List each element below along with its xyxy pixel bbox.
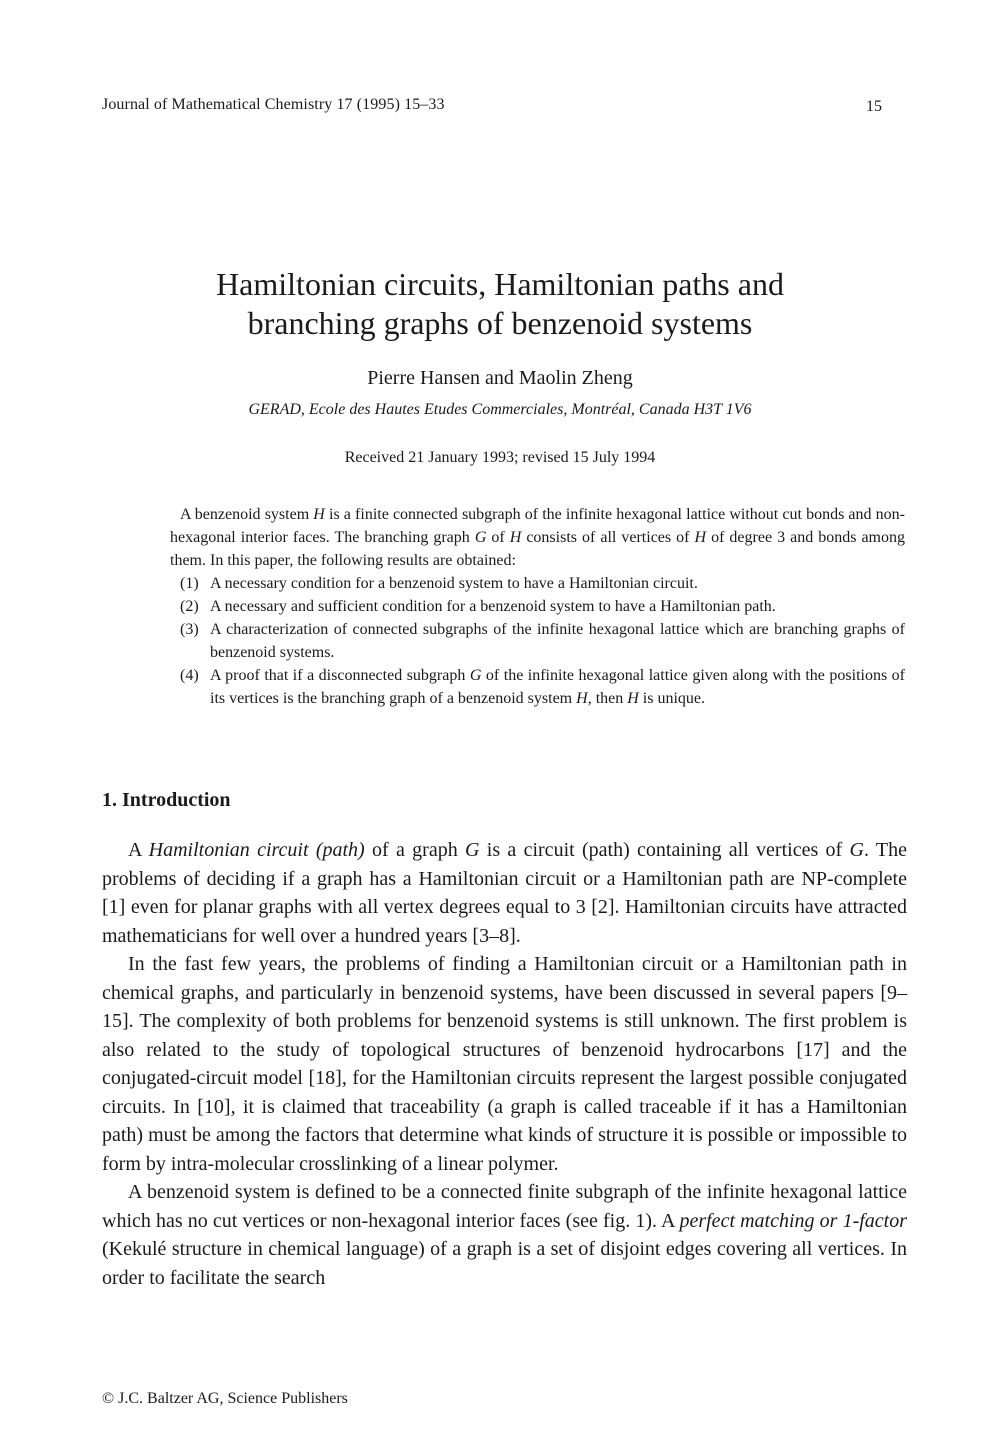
- math-var: H: [694, 529, 707, 546]
- received-date: Received 21 January 1993; revised 15 July 1994: [344, 449, 656, 466]
- results-list: [170, 572, 905, 710]
- text: . The problems of deciding if a graph has a Hamiltonian circuit or a Hamiltonian path are NP-complete [1] even for planar graphs with all vertex degrees equal to 3 [2]. Hamiltonian circuits have attracted mathematicians for well over a hundred years [3–8].: [102, 839, 908, 947]
- paragraph-2: In the fast few years, the problems of finding a Hamiltonian circuit or a Hamiltonian path in chemical graphs, and particularly in benzenoid systems, have been discussed in several papers [9–15]. The complexity of both problems for benzenoid systems is still unknown. The first problem is also related to the study of topological structures of benzenoid hydrocarbons [17] and the conjugated-circuit model [18], for the Hamiltonian circuits represent the largest possible conjugated circuits. In [10], it is claimed that traceability (a graph is called traceable if it has a Hamiltonian path) must be among the factors that determine what kinds of structure it is possible or impossible to form by intra-molecular crosslinking of a linear polymer.: [102, 953, 907, 1175]
- text: of a graph: [364, 839, 466, 861]
- abstract-intro: [170, 503, 905, 572]
- math-var: H: [627, 690, 639, 707]
- item-text: A characterization of connected subgraphs of the infinite hexagonal lattice which are branching graphs of benzenoid systems.: [210, 621, 905, 661]
- text: is a finite connected subgraph of the infinite hexagonal lattice without cut bonds and non-hexagonal interior faces. The branching graph: [170, 506, 906, 546]
- paragraph-1: [102, 836, 907, 950]
- item-text: A proof that if a disconnected subgraph: [210, 667, 470, 684]
- text: A: [128, 839, 149, 861]
- text: A benzenoid system: [180, 506, 314, 523]
- text: of: [486, 529, 510, 546]
- math-var: H: [576, 690, 588, 707]
- text: consists of all vertices of: [521, 529, 695, 546]
- text: is a circuit (path) containing all vertices of: [479, 839, 850, 861]
- paragraph-3: [102, 1178, 907, 1292]
- list-item: [170, 572, 905, 595]
- math-var: G: [849, 839, 864, 861]
- emphasis: perfect matching or 1-factor: [679, 1209, 908, 1232]
- item-text: of the infinite hexagonal lattice given along with the positions of its vertices is the branching graph of a benzenoid system: [210, 667, 906, 707]
- math-var: H: [313, 506, 325, 523]
- item-number: (1): [180, 575, 199, 592]
- list-item: [170, 618, 905, 664]
- item-text: A necessary condition for a benzenoid system to have a Hamiltonian circuit.: [210, 575, 698, 592]
- paper-title: [100, 265, 900, 343]
- math-var: G: [465, 839, 480, 861]
- title-line-2: branching graphs of benzenoid systems: [247, 305, 753, 341]
- abstract: [170, 503, 905, 710]
- text: of degree 3 and bonds among them. In this paper, the following results are obtained:: [170, 529, 906, 569]
- text: (Kekulé structure in chemical language) of a graph is a set of disjoint edges covering all vertices. In order to facilitate the search: [102, 1238, 907, 1289]
- item-number: (2): [180, 598, 199, 615]
- authors: Pierre Hansen and Maolin Zheng: [367, 367, 633, 389]
- text: A benzenoid system is defined to be a connected finite subgraph of the infinite hexagonal lattice which has no cut vertices or non-hexagonal interior faces (see fig. 1). A: [102, 1181, 907, 1232]
- item-text: is unique.: [638, 690, 706, 707]
- item-text: , then: [587, 690, 628, 707]
- math-var: H: [509, 529, 522, 546]
- emphasis: Hamiltonian circuit (path): [148, 839, 365, 861]
- page-number: 15: [866, 98, 882, 115]
- item-number: (4): [180, 667, 199, 684]
- list-item: [170, 664, 905, 710]
- math-var: G: [474, 529, 487, 546]
- list-item: [170, 595, 905, 618]
- journal-header: Journal of Mathematical Chemistry 17 (1995) 15–33: [102, 96, 445, 113]
- affiliation: GERAD, Ecole des Hautes Etudes Commerciales, Montréal, Canada H3T 1V6: [248, 401, 752, 418]
- math-var: G: [469, 667, 482, 684]
- title-line-1: Hamiltonian circuits, Hamiltonian paths and: [216, 266, 784, 302]
- item-number: (3): [180, 621, 199, 638]
- item-text: A necessary and sufficient condition for a benzenoid system to have a Hamiltonian path.: [210, 598, 776, 615]
- section-heading: 1. Introduction: [102, 789, 231, 811]
- body-text: [102, 836, 907, 1292]
- publisher-footer: © J.C. Baltzer AG, Science Publishers: [102, 1390, 348, 1407]
